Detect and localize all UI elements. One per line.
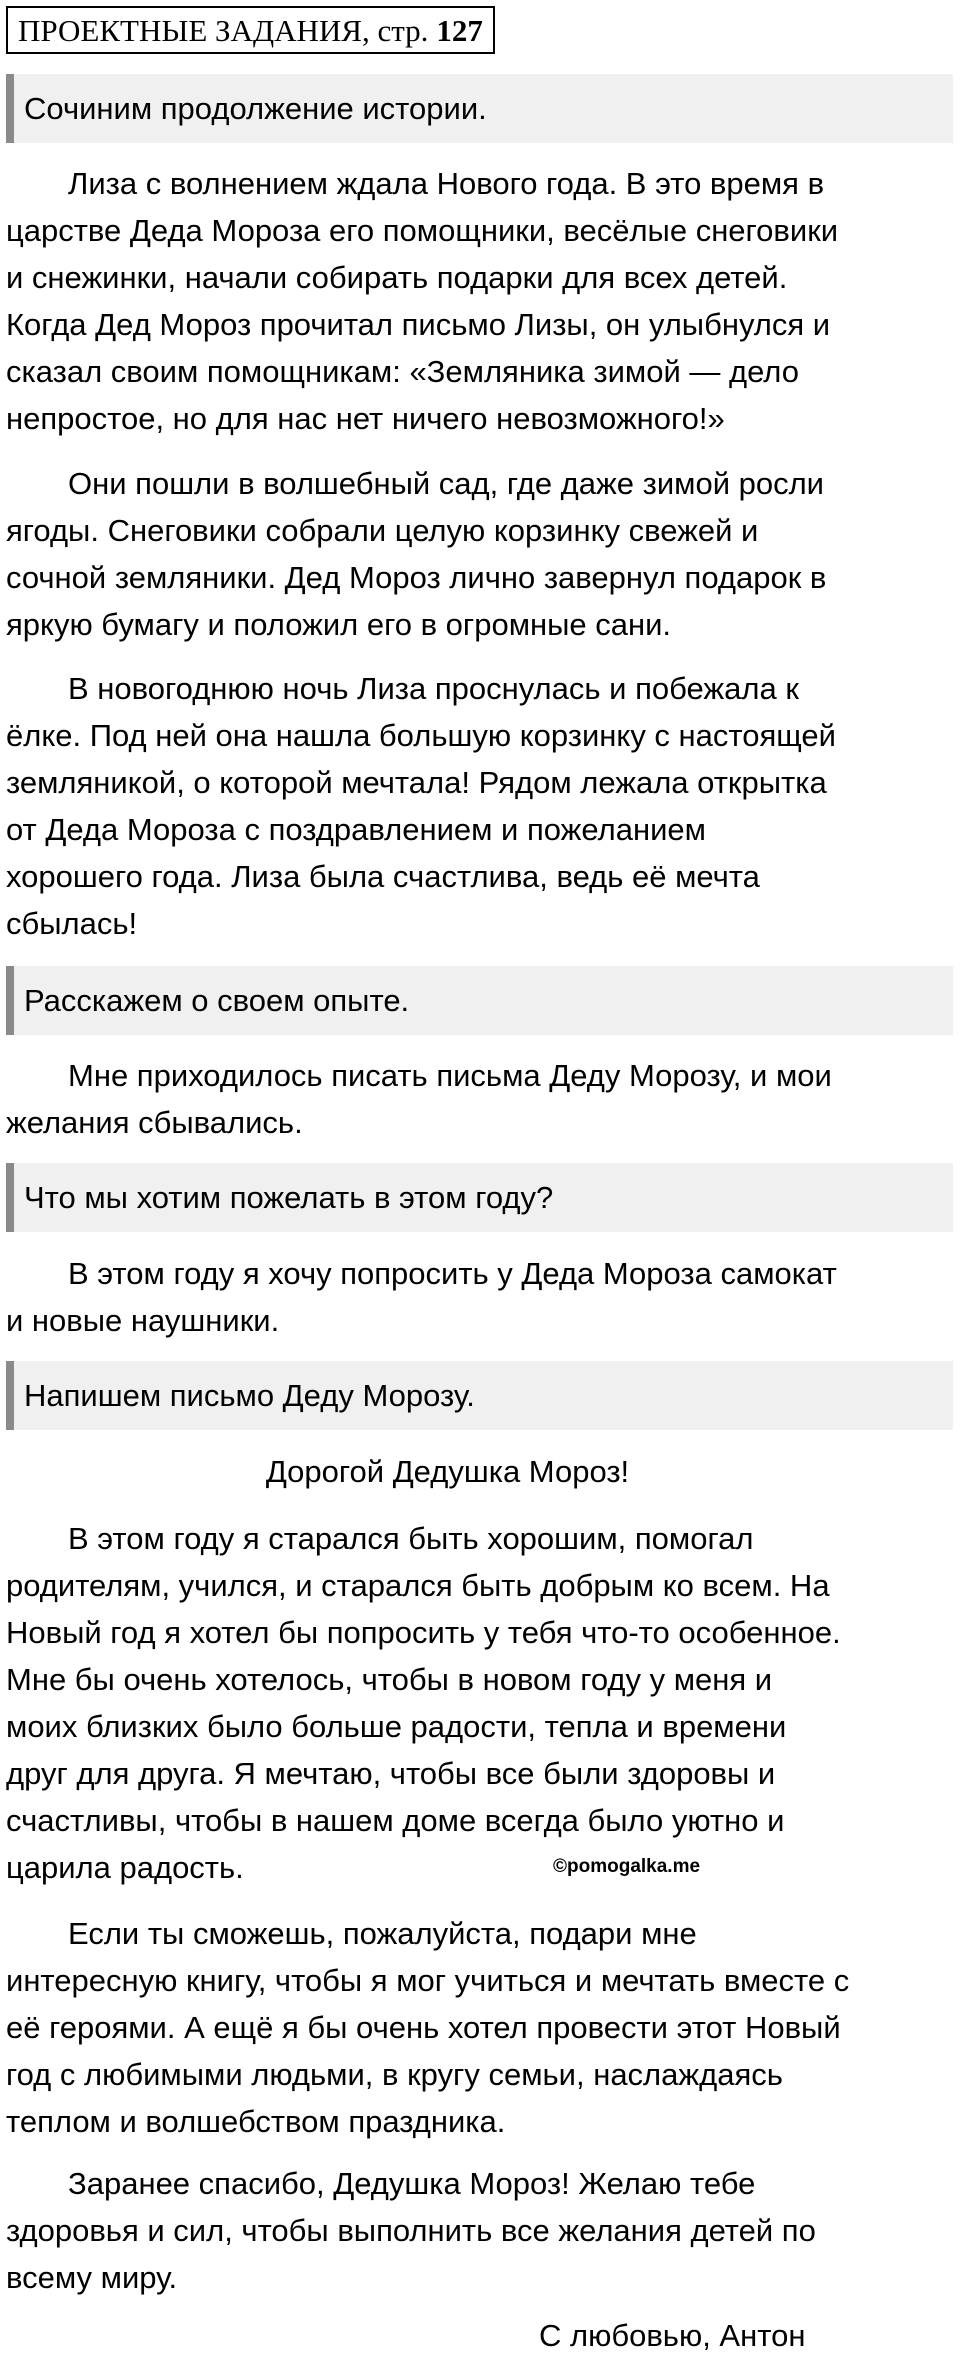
text-line: Лиза с волнением ждала Нового года. В это время в xyxy=(68,166,825,201)
letter-paragraph-3 xyxy=(6,2160,956,2301)
text-line: сбылась! xyxy=(6,906,138,941)
section-heading-text: Расскажем о своем опыте. xyxy=(24,982,410,1018)
section-heading-wishes xyxy=(6,1163,953,1232)
text-line: земляникой, о которой мечтала! Рядом лежала открытка xyxy=(6,765,827,800)
text-line: и новые наушники. xyxy=(6,1303,280,1338)
text-line: её героями. А ещё я бы очень хотел провести этот Новый xyxy=(6,2010,841,2045)
text-line: В этом году я старался быть хорошим, помогал xyxy=(68,1521,754,1556)
text-line: здоровья и сил, чтобы выполнить все желания детей по xyxy=(6,2213,816,2248)
text-line: Мне приходилось писать письма Деду Морозу, и мои xyxy=(68,1058,832,1093)
text-line: Они пошли в волшебный сад, где даже зимой росли xyxy=(68,466,825,501)
letter-paragraph-2 xyxy=(6,1910,956,2145)
text-line: интересную книгу, чтобы я мог учиться и мечтать вместе с xyxy=(6,1963,850,1998)
text-line: хорошего года. Лиза была счастлива, ведь её мечта xyxy=(6,859,760,894)
story-paragraph-3 xyxy=(6,665,956,947)
text-line: Если ты сможешь, пожалуйста, подари мне xyxy=(68,1916,697,1951)
experience-paragraph xyxy=(6,1052,956,1146)
text-line: сочной земляники. Дед Мороз лично завернул подарок в xyxy=(6,560,827,595)
text-line: сказал своим помощникам: «Земляника зимой — дело xyxy=(6,354,799,389)
text-line: теплом и волшебством праздника. xyxy=(6,2104,506,2139)
text-line: Заранее спасибо, Дедушка Мороз! Желаю тебе xyxy=(68,2166,756,2201)
text-line: желания сбывались. xyxy=(6,1105,303,1140)
header-title: ПРОЕКТНЫЕ ЗАДАНИЯ, стр. xyxy=(18,12,429,48)
text-line: всему миру. xyxy=(6,2260,178,2295)
text-line: Новый год я хотел бы попросить у тебя что-то особенное. xyxy=(6,1615,841,1650)
text-line: яркую бумагу и положил его в огромные сани. xyxy=(6,607,672,642)
text-line: непростое, но для нас нет ничего невозможного!» xyxy=(6,401,725,436)
text-line: царстве Деда Мороза его помощники, весёлые снеговики xyxy=(6,213,839,248)
text-line: ягоды. Снеговики собрали целую корзинку свежей и xyxy=(6,513,759,548)
section-heading-text: Сочиним продолжение истории. xyxy=(24,90,487,126)
section-heading-letter xyxy=(6,1361,953,1430)
text-line: от Деда Мороза с поздравлением и пожеланием xyxy=(6,812,706,847)
text-line: ёлке. Под ней она нашла большую корзинку с настоящей xyxy=(6,718,836,753)
text-line: и снежинки, начали собирать подарки для всех детей. xyxy=(6,260,788,295)
text-line: моих близких было больше радости, тепла и времени xyxy=(6,1709,787,1744)
wishes-paragraph xyxy=(6,1250,956,1344)
section-heading-continue-story xyxy=(6,74,953,143)
section-heading-text: Что мы хотим пожелать в этом году? xyxy=(24,1179,554,1215)
header-page-number: 127 xyxy=(436,12,483,48)
story-paragraph-2 xyxy=(6,460,956,648)
text-line: год с любимыми людьми, в кругу семьи, наслаждаясь xyxy=(6,2057,783,2092)
section-heading-text: Напишем письмо Деду Морозу. xyxy=(24,1377,475,1413)
text-line: Когда Дед Мороз прочитал письмо Лизы, он улыбнулся и xyxy=(6,307,831,342)
text-line: счастливы, чтобы в нашем доме всегда было уютно и xyxy=(6,1803,785,1838)
text-line: В этом году я хочу попросить у Деда Мороза самокат xyxy=(68,1256,837,1291)
text-line: Мне бы очень хотелось, чтобы в новом году у меня и xyxy=(6,1662,773,1697)
letter-signature: С любовью, Антон xyxy=(539,2318,806,2353)
letter-paragraph-1 xyxy=(6,1515,956,1891)
text-line: родителям, учился, и старался быть добрым ко всем. На xyxy=(6,1568,830,1603)
text-line: В новогоднюю ночь Лиза проснулась и побежала к xyxy=(68,671,799,706)
text-line: друг для друга. Я мечтаю, чтобы все были здоровы и xyxy=(6,1756,776,1791)
text-line: царила радость. xyxy=(6,1850,244,1885)
page-header xyxy=(6,6,495,54)
letter-salutation: Дорогой Дедушка Мороз! xyxy=(265,1454,630,1489)
section-heading-own-experience xyxy=(6,966,953,1035)
story-paragraph-1 xyxy=(6,160,956,442)
watermark: ©pomogalka.me xyxy=(553,1856,701,1877)
